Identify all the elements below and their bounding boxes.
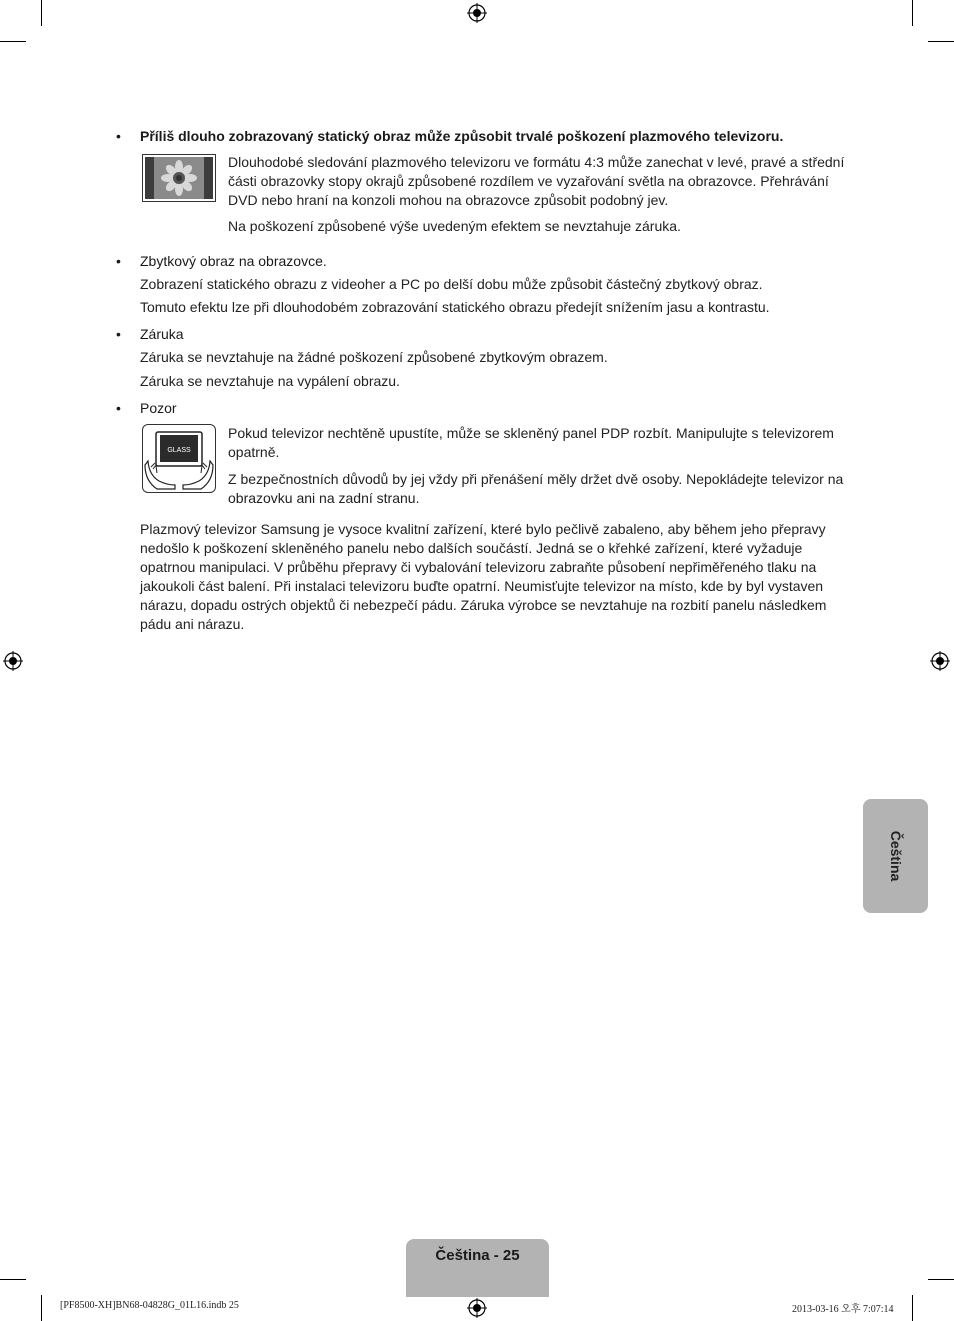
crop-mark (41, 1295, 42, 1321)
text-line: části obrazovky stopy okrajů způsobené rozdílem ve vyzařování světla na obrazovce. Přehrávání (228, 173, 829, 189)
text-line: jakoukoli část balení. Při instalaci televizoru buďte opatrní. Neumisťujte televizor na místo, kde by byl vystaven (140, 578, 824, 594)
text-line: Z bezpečnostních důvodů by jej vždy při přenášení měly držet dvě osoby. Nepokládejte televizor na (228, 471, 844, 487)
crop-mark (912, 0, 913, 26)
text-line: pádu ani nárazu. (140, 616, 245, 632)
registration-mark-icon (3, 651, 23, 671)
section-heading: Pozor (140, 400, 177, 416)
text-line: Plazmový televizor Samsung je vysoce kvalitní zařízení, které bylo pečlivě zabaleno, aby během jeho přepravy (140, 521, 826, 537)
hands-holding-tv-icon (143, 425, 215, 492)
section2-line2: Tomuto efektu lze při dlouhodobém zobrazování statického obrazu předejít snížením jasu a kontrastu. (140, 299, 770, 315)
bullet: • (116, 253, 121, 269)
text-line: nedošlo k poškození skleněného panelu nebo dalších součástí. Jedná se o křehké zařízení, které vyžaduje (140, 540, 803, 556)
burn-in-illustration (142, 154, 216, 202)
page-number-label: Čeština - 25 (435, 1247, 520, 1264)
bullet: • (116, 128, 121, 144)
section-heading: Zbytkový obraz na obrazovce. (140, 253, 327, 269)
crop-mark (0, 41, 26, 42)
crop-mark (0, 1279, 26, 1280)
bullet: • (116, 400, 121, 416)
glass-panel-illustration (142, 424, 216, 493)
section1-text (228, 153, 845, 210)
closing-paragraph (140, 520, 840, 634)
text-line: Dlouhodobé sledování plazmového televizoru ve formátu 4:3 může zanechat v levé, pravé a střední (228, 154, 845, 170)
section2-line1: Zobrazení statického obrazu z videoher a PC po delší dobu může způsobit částečný zbytkový obraz. (140, 276, 763, 292)
language-side-label: Čeština (887, 830, 904, 882)
crop-mark (41, 0, 42, 26)
page-number-tab (406, 1239, 549, 1297)
language-side-tab (863, 799, 928, 913)
section1-note: Na poškození způsobené výše uvedeným efektem se nevztahuje záruka. (228, 218, 681, 234)
crop-mark (928, 1279, 954, 1280)
section3-line2: Záruka se nevztahuje na vypálení obrazu. (140, 373, 400, 389)
tv-flower-image-icon (143, 155, 215, 201)
text-line: opatrně. (228, 444, 280, 460)
section4-p2 (228, 470, 844, 508)
section-heading: Příliš dlouho zobrazovaný statický obraz může způsobit trvalé poškození plazmového televizoru. (140, 128, 784, 144)
print-slug-right: 2013-03-16 오후 7:07:14 (792, 1304, 894, 1315)
text-line: DVD nebo hraní na konzoli mohou na obrazovce způsobit podobný jev. (228, 192, 669, 208)
crop-mark (928, 41, 954, 42)
section4-p1 (228, 424, 838, 462)
section3-line1: Záruka se nevztahuje na žádné poškození způsobené zbytkovým obrazem. (140, 349, 608, 365)
registration-mark-icon (930, 651, 950, 671)
text-line: obrazovku ani na zadní stranu. (228, 490, 420, 506)
print-slug-left: [PF8500-XH]BN68-04828G_01L16.indb 25 (60, 1300, 239, 1311)
crop-mark (912, 1295, 913, 1321)
text-line: Pokud televizor nechtěně upustíte, může se skleněný panel PDP rozbít. Manipulujte s televizorem (228, 425, 834, 441)
text-line: nárazu, dopadu ostrých objektů či nebezpečí pádu. Záruka výrobce se nevztahuje na rozbití panelu následkem (140, 597, 827, 613)
registration-mark-icon (467, 1298, 487, 1318)
glass-label: GLASS (167, 447, 191, 454)
text-line: opatrnou manipulaci. V průběhu přepravy či vybalování televizoru zabraňte působení nepřiměřeného tlaku na (140, 559, 817, 575)
bullet: • (116, 326, 121, 342)
section-heading: Záruka (140, 326, 184, 342)
registration-mark-icon (467, 3, 487, 23)
